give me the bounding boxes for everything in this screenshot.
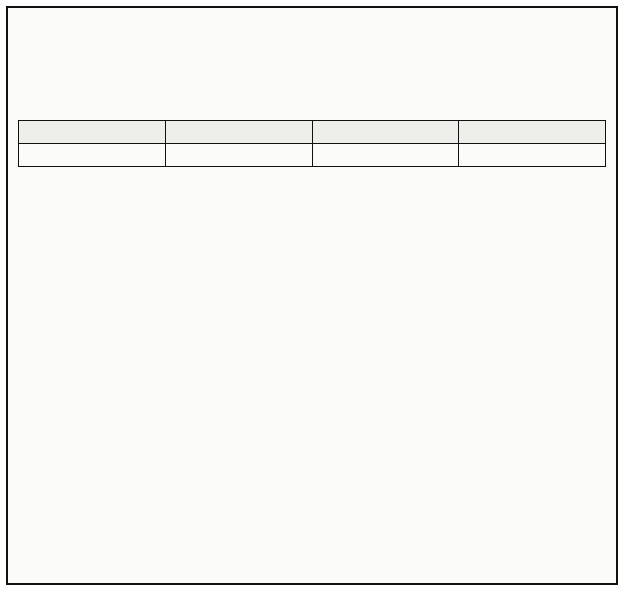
table-header-row	[19, 121, 606, 144]
schedule-line	[18, 299, 606, 317]
schedule-line	[18, 191, 606, 209]
schedule-line	[18, 317, 606, 335]
schedule-line	[18, 263, 606, 281]
table-cell	[459, 144, 606, 167]
column-header	[312, 121, 459, 144]
table-cell	[312, 144, 459, 167]
schedule-line	[18, 227, 606, 245]
schedule-line	[18, 245, 606, 263]
table-cell	[19, 144, 166, 167]
schedule-line	[18, 209, 606, 227]
notice-title	[18, 14, 606, 40]
auction-notice	[6, 6, 618, 585]
schedule-line	[18, 281, 606, 299]
signature	[8, 555, 616, 575]
table-row	[19, 144, 606, 167]
table-cell	[165, 144, 312, 167]
schedule-line	[18, 173, 606, 191]
lot-table	[18, 120, 606, 167]
column-header	[19, 121, 166, 144]
notice-intro	[18, 44, 606, 116]
column-header	[165, 121, 312, 144]
contact-text	[18, 495, 606, 531]
column-header	[459, 121, 606, 144]
schedule-list	[18, 173, 606, 335]
conditions-text	[18, 335, 606, 495]
